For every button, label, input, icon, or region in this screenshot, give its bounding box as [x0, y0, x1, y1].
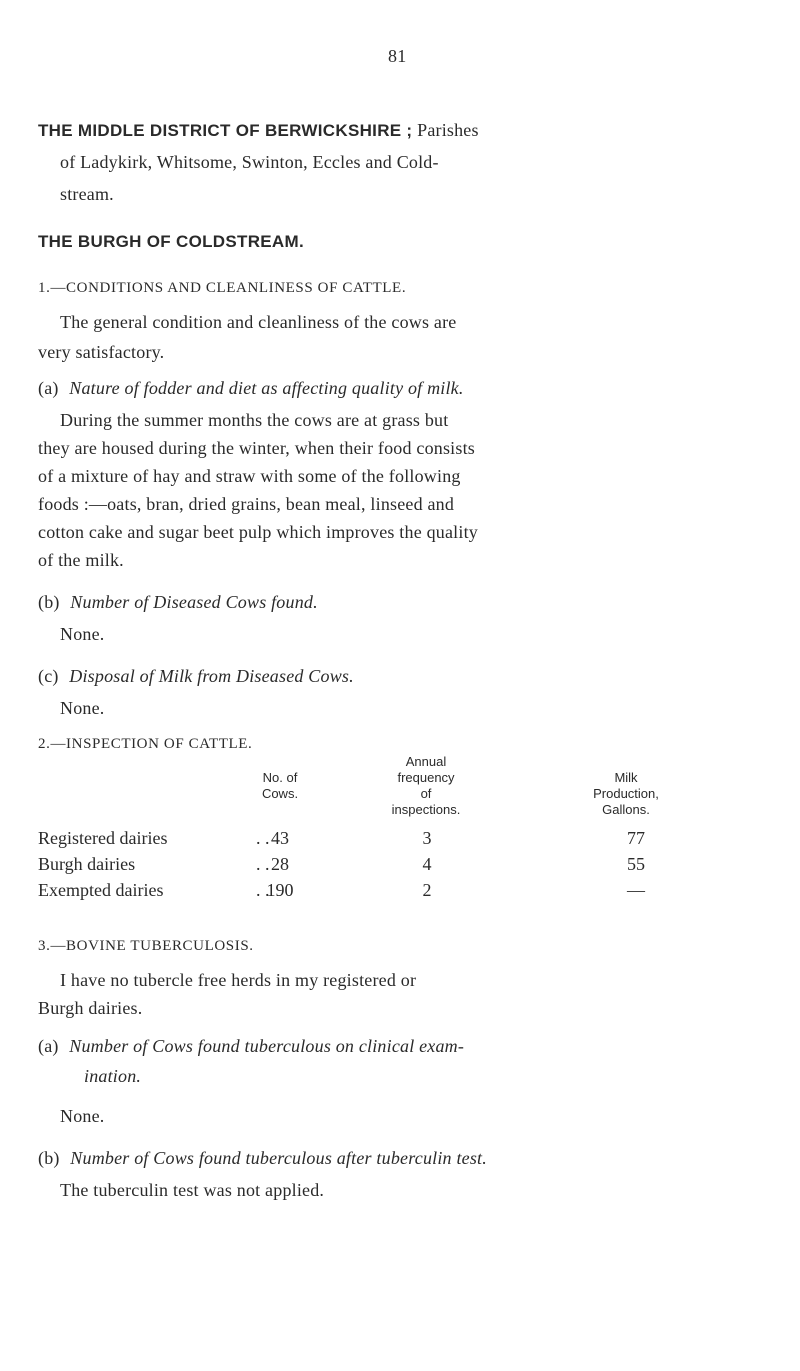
- row-dots: . .: [256, 854, 270, 874]
- section3-intro-line1: I have no tubercle free herds in my registered or: [60, 970, 417, 990]
- column-header-cows: [240, 770, 320, 802]
- section3-intro-line2: Burgh dairies.: [38, 998, 143, 1018]
- row-label: Burgh dairies: [38, 854, 136, 874]
- section1-c-title: Disposal of Milk from Diseased Cows.: [69, 666, 354, 686]
- column-header-milk: [576, 770, 676, 818]
- section3-a-label: (a): [38, 1036, 59, 1056]
- page-number: 81: [388, 46, 407, 66]
- column-header-milk-line1: Milk: [614, 770, 638, 785]
- district-heading-bold: THE MIDDLE DISTRICT OF BERWICKSHIRE ;: [38, 121, 413, 140]
- column-header-cows-line2: Cows.: [261, 786, 299, 801]
- district-heading-rest: Parishes: [412, 120, 479, 140]
- section3-b-heading: [38, 1146, 487, 1171]
- section1-b-heading: [38, 590, 318, 615]
- column-header-milk-line2: Production,: [593, 786, 659, 801]
- row-dots: . .: [256, 880, 270, 900]
- district-heading: [38, 118, 479, 143]
- row-dots: . .: [256, 828, 270, 848]
- section1-a-line3: of a mixture of hay and straw with some of the following: [38, 466, 461, 486]
- column-header-frequency: [376, 754, 476, 818]
- row-frequency: 3: [422, 828, 432, 848]
- section3-a-title-line1: Number of Cows found tuberculous on clinical exam-: [69, 1036, 465, 1056]
- row-milk: 55: [627, 854, 645, 874]
- row-cows: 43: [271, 828, 289, 848]
- section3-b-answer: The tuberculin test was not applied.: [60, 1180, 325, 1200]
- section1-intro-line1: The general condition and cleanliness of the cows are: [60, 312, 457, 332]
- section1-a-line4: foods :—oats, bran, dried grains, bean meal, linseed and: [38, 494, 455, 514]
- column-header-frequency-line3: inspections.: [391, 802, 461, 817]
- row-cows: 28: [271, 854, 289, 874]
- row-label: Registered dairies: [38, 828, 168, 848]
- section1-c-label: (c): [38, 666, 59, 686]
- section1-c-answer: None.: [60, 698, 105, 718]
- row-frequency: 4: [422, 854, 432, 874]
- burgh-heading: THE BURGH OF COLDSTREAM.: [38, 232, 304, 251]
- section1-a-line2: they are housed during the winter, when their food consists: [38, 438, 475, 458]
- section1-a-line5: cotton cake and sugar beet pulp which improves the quality: [38, 522, 478, 542]
- table-row: [38, 880, 698, 906]
- section1-b-answer: None.: [60, 624, 105, 644]
- row-label: Exempted dairies: [38, 880, 164, 900]
- section1-a-line1: During the summer months the cows are at grass but: [60, 410, 449, 430]
- column-header-frequency-line2: of: [420, 786, 432, 801]
- section3-a-answer: None.: [60, 1106, 105, 1126]
- section1-a-label: (a): [38, 378, 59, 398]
- table-row: [38, 828, 698, 854]
- section1-c-heading: [38, 664, 354, 689]
- section1-a-line6: of the milk.: [38, 550, 124, 570]
- section1-b-title: Number of Diseased Cows found.: [70, 592, 318, 612]
- section1-b-label: (b): [38, 592, 60, 612]
- row-frequency: 2: [422, 880, 432, 900]
- row-milk: —: [627, 880, 645, 900]
- section3-b-label: (b): [38, 1148, 60, 1168]
- column-header-milk-line3: Gallons.: [602, 802, 650, 817]
- section3-a-title-line2: ination.: [84, 1066, 142, 1086]
- column-header-cows-line1: No. of: [262, 770, 298, 785]
- section1-a-title: Nature of fodder and diet as affecting quality of milk.: [69, 378, 464, 398]
- district-heading-line2: of Ladykirk, Whitsome, Swinton, Eccles and Cold-: [60, 152, 439, 172]
- section1-intro-line2: very satisfactory.: [38, 342, 165, 362]
- row-cows: 190: [266, 880, 294, 900]
- column-header-frequency-line0: Annual: [405, 754, 447, 769]
- column-header-frequency-line1: frequency: [397, 770, 455, 785]
- row-milk: 77: [627, 828, 645, 848]
- table-row: [38, 854, 698, 880]
- section2-heading: 2.—INSPECTION OF CATTLE.: [38, 736, 253, 752]
- section1-a-heading: [38, 376, 464, 401]
- section1-heading: 1.—CONDITIONS AND CLEANLINESS OF CATTLE.: [38, 280, 407, 296]
- section3-heading: 3.—BOVINE TUBERCULOSIS.: [38, 938, 254, 954]
- district-heading-line3: stream.: [60, 184, 114, 204]
- section3-a-heading: [38, 1034, 464, 1059]
- section3-b-title: Number of Cows found tuberculous after tuberculin test.: [70, 1148, 487, 1168]
